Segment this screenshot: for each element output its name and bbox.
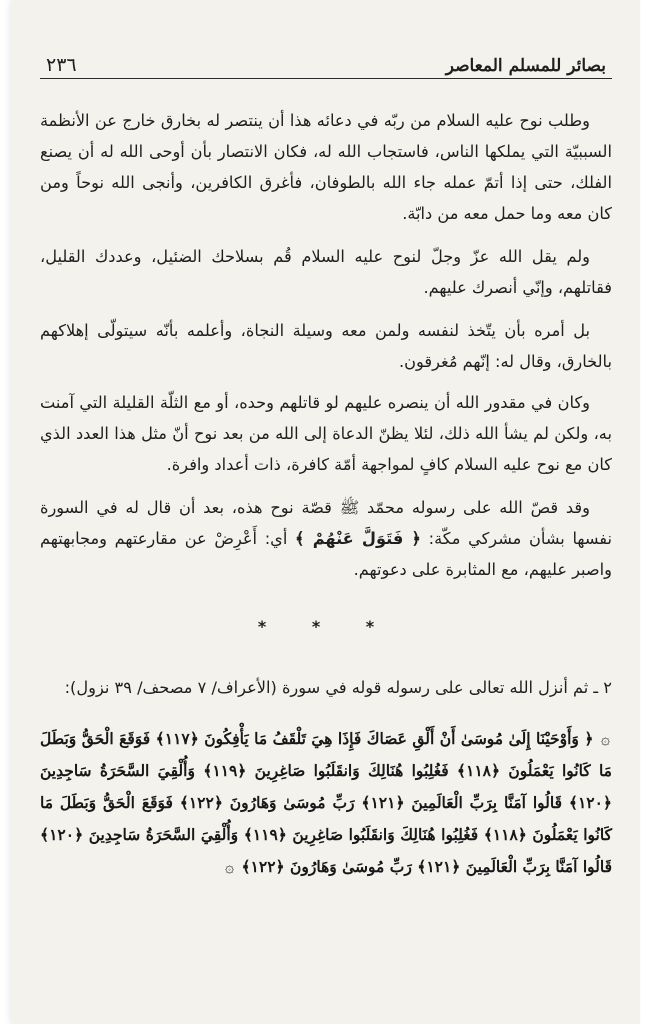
quran-quote: ﴿ فَتَوَلَّ عَنْهُمْ ﴾	[295, 529, 421, 548]
body-text	[40, 105, 612, 883]
quran-verses	[40, 723, 612, 883]
page-number: ٢٣٦	[46, 54, 77, 76]
section-separator: * * *	[257, 617, 395, 636]
paragraph-5	[40, 492, 612, 585]
paragraph-1: وطلب نوح عليه السلام من ربّه في دعائه هذا أن ينتصر له بخارق خارج عن الأنظمة السببيّة التي يملكها الناس، فاستجاب الله له، فكان الانتصار بأن أوحى الله له أن يصنع الفلك، حتى إذا أتمّ عمله جاء الله بالطوفان، فأغرق الكافرين، وأنجى الله نوحاً ومن كان معه وما حمل معه من دابّة.	[40, 111, 612, 223]
paragraph-2: ولم يقل الله عزّ وجلّ لنوح عليه السلام قُم بسلاحك الضئيل، وعددك القليل، فقاتلهم، وإنّي أنصرك عليهم.	[40, 247, 612, 297]
paragraph-4: وكان في مقدور الله أن ينصره عليهم لو قاتلهم وحده، أو مع الثلّة القليلة التي آمنت به، ولكن لم يشأ الله ذلك، لئلا يظنّ الدعاة إلى الله من بعد نوح أنّ مثل هذا العدد الذي كان مع نوح عليه السلام كافٍ لمواجهة أمّة كافرة، ذات أعداد وافرة.	[40, 393, 612, 474]
verse-ornament-open: ۞	[600, 730, 610, 748]
page-content	[40, 46, 612, 883]
paragraph-5-after: أي: أَعْرِضْ عن مقارعتهم ومجابهتهم واصبر عليهم، مع المثابرة على دعوتهم.	[40, 529, 612, 579]
book-page	[12, 0, 640, 1024]
verses-text: ﴿ وَأَوْحَيْنَا إِلَىٰ مُوسَىٰ أَنْ أَلْقِ عَصَاكَ فَإِذَا هِيَ تَلْقَفُ مَا يَأْفِكُونَ ﴿١١٧﴾ فَوَقَعَ الْحَقُّ وَبَطَلَ مَا كَانُوا يَعْمَلُونَ ﴿١١٨﴾ فَغُلِبُوا هُنَالِكَ وَانقَلَبُوا صَاغِرِينَ ﴿١١٩﴾ وَأُلْقِيَ السَّحَرَةُ سَاجِدِينَ ﴿١٢٠﴾ قَالُوا آمَنَّا بِرَبِّ الْعَالَمِينَ ﴿١٢١﴾ رَبِّ مُوسَىٰ وَهَارُونَ ﴿١٢٢﴾ فَوَقَعَ الْحَقُّ وَبَطَلَ مَا كَانُوا يَعْمَلُونَ ﴿١١٨﴾ فَغُلِبُوا هُنَالِكَ وَانقَلَبُوا صَاغِرِينَ ﴿١١٩﴾ وَأُلْقِيَ السَّحَرَةُ سَاجِدِينَ ﴿١٢٠﴾ قَالُوا آمَنَّا بِرَبِّ الْعَالَمِينَ ﴿١٢١﴾ رَبِّ مُوسَىٰ وَهَارُونَ ﴿١٢٢﴾	[40, 729, 613, 876]
verse-ornament-close: ۞	[224, 858, 235, 876]
section-intro: ٢ ـ ثم أنزل الله تعالى على رسوله قوله في سورة (الأعراف/ ٧ مصحف/ ٣٩ نزول):	[64, 678, 612, 697]
running-header	[40, 46, 612, 79]
paragraph-3: بل أمره بأن يتّخذ لنفسه ولمن معه وسيلة النجاة، وأعلمه بأنّه سيتولّى إهلاكهم بالخارق، وقال له: إنّهم مُغرقون.	[40, 321, 612, 371]
paragraph-5-before: وقد قصّ الله على رسوله محمّد ﷺ قصّة نوح هذه، بعد أن قال له في السورة نفسها بشأن مشركي مكّة:	[40, 498, 612, 548]
running-title: بصائر للمسلم المعاصر	[445, 56, 606, 76]
